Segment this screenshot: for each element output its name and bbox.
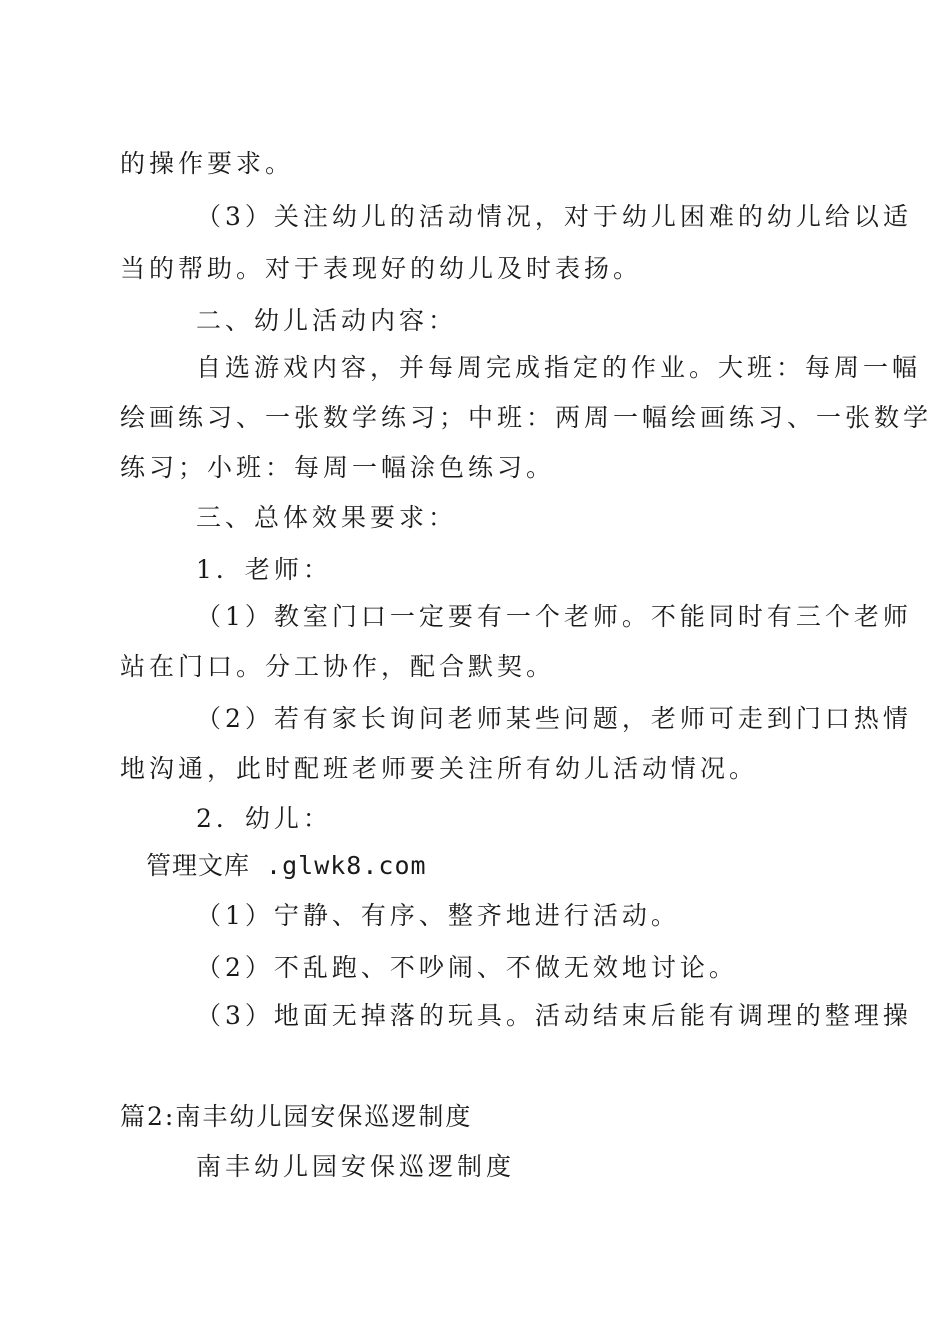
text-line: 练习；小班：每周一幅涂色练习。 [120, 453, 556, 482]
text-line: 的操作要求。 [120, 149, 295, 178]
text-line: （3）地面无掉落的玩具。活动结束后能有调理的整理操 [196, 1001, 912, 1030]
section-heading: 三、总体效果要求： [196, 503, 458, 532]
text-line: （2）若有家长询问老师某些问题，老师可走到门口热情 [196, 704, 912, 733]
section-heading: 二、幼儿活动内容： [196, 306, 458, 335]
article-heading: 篇2:南丰幼儿园安保巡逻制度 [120, 1102, 473, 1131]
subsection-heading: 2．幼儿： [196, 804, 332, 833]
text-line: （1）宁静、有序、整齐地进行活动。 [196, 901, 680, 930]
text-line: 地沟通，此时配班老师要关注所有幼儿活动情况。 [120, 754, 759, 783]
watermark-text: 管理文库 .glwk8.com [146, 851, 427, 880]
article-title: 南丰幼儿园安保巡逻制度 [196, 1152, 516, 1181]
text-line: （3）关注幼儿的活动情况，对于幼儿困难的幼儿给以适 [196, 202, 912, 231]
text-line: 自选游戏内容，并每周完成指定的作业。大班：每周一幅 [196, 353, 922, 382]
text-line: 绘画练习、一张数学练习；中班：两周一幅绘画练习、一张数学 [120, 403, 933, 432]
text-line: （2）不乱跑、不吵闹、不做无效地讨论。 [196, 953, 738, 982]
subsection-heading: 1．老师： [196, 555, 332, 584]
text-line: 当的帮助。对于表现好的幼儿及时表扬。 [120, 254, 643, 283]
text-line: 站在门口。分工协作，配合默契。 [120, 652, 556, 681]
text-line: （1）教室门口一定要有一个老师。不能同时有三个老师 [196, 602, 912, 631]
